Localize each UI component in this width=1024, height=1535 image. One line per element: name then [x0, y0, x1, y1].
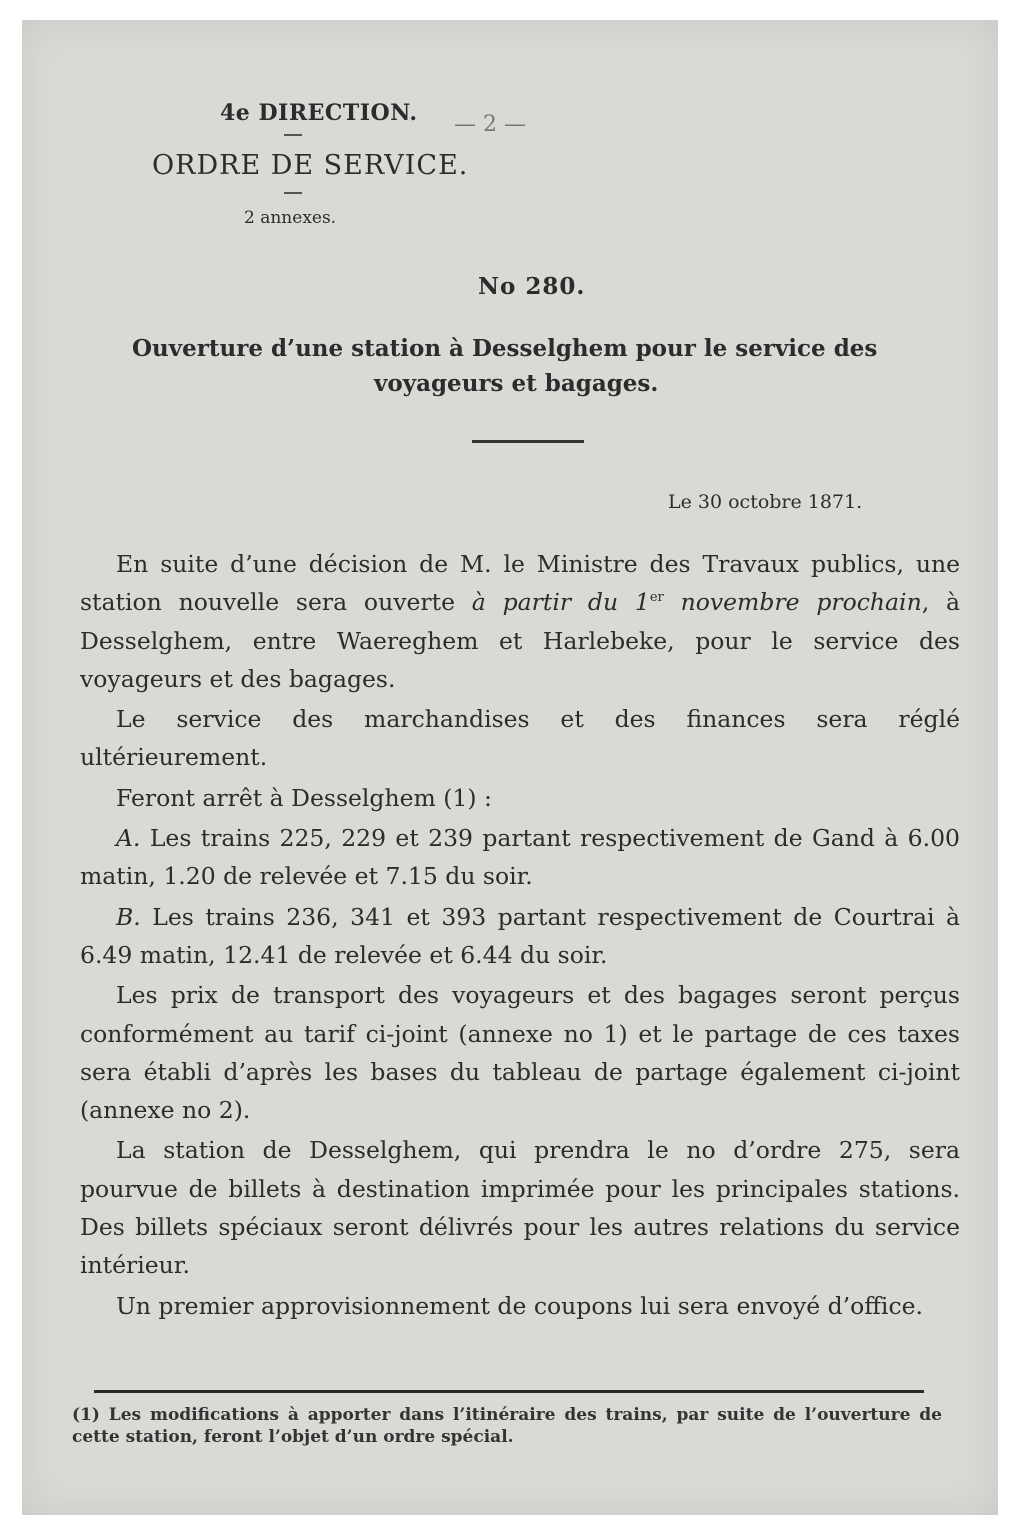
footnote-rule [94, 1390, 924, 1393]
list-letter: B. [116, 902, 141, 931]
paragraph-text: , à Desselghem, entre Waereghem et Harlebeke, pour le service des voyageurs et des bagages. [80, 588, 960, 693]
ordre-de-service-heading: ORDRE DE SERVICE. [152, 150, 469, 181]
document-date: Le 30 octobre 1871. [668, 491, 863, 513]
page-number: — 2 — [454, 112, 526, 137]
paragraph: Un premier approvisionnement de coupons lui sera envoyé d’office. [116, 1291, 923, 1320]
paragraph: Le service des marchandises et des finances sera réglé ultérieurement. [80, 705, 960, 772]
separator-dash [284, 192, 302, 194]
document-title-line-1: Ouverture d’une station à Desselghem pour le service des [132, 335, 878, 362]
title-rule [472, 440, 584, 443]
paragraph-text: Les trains 236, 341 et 393 partant respectivement de Courtrai à 6.49 matin, 12.41 de relevée et 6.44 du soir. [80, 902, 960, 969]
paragraph [80, 898, 960, 975]
direction-heading: 4e DIRECTION. [220, 100, 418, 126]
document-page [22, 20, 998, 1515]
separator-dash [284, 134, 302, 136]
document-body [80, 545, 960, 1325]
paragraph [80, 545, 960, 698]
superscript: er [649, 590, 664, 606]
paragraph: La station de Desselghem, qui prendra le no d’ordre 275, sera pourvue de billets à destination imprimée pour les principales stations. Des billets spéciaux seront délivrés pour les autres relations du service intérieur. [80, 1136, 960, 1280]
order-number: No 280. [478, 273, 586, 300]
footnote: (1) Les modifications à apporter dans l’itinéraire des trains, par suite de l’ouverture de cette station, feront l’objet d’un ordre spécial. [72, 1405, 942, 1447]
document-title-line-2: voyageurs et bagages. [374, 370, 659, 397]
annexes-note: 2 annexes. [244, 208, 337, 228]
list-letter: A. [116, 824, 141, 853]
paragraph: Les prix de transport des voyageurs et des bagages seront perçus conformément au tarif ci-joint (annexe no 1) et le partage de ces taxes sera établi d’après les bases du tableau de partage également ci-joint (annexe no 2). [80, 981, 960, 1125]
paragraph-italic-text: novembre prochain [663, 588, 922, 617]
paragraph-text: En suite d’une décision de M. le Ministre des Travaux publics, une station nouvelle sera ouverte [80, 550, 960, 617]
paragraph-text: Les trains 225, 229 et 239 partant respectivement de Gand à 6.00 matin, 1.20 de relevée et 7.15 du soir. [80, 824, 960, 891]
paragraph: Feront arrêt à Desselghem (1) : [116, 783, 492, 812]
paragraph-italic-text: à partir du 1 [471, 588, 650, 617]
paragraph [80, 819, 960, 896]
